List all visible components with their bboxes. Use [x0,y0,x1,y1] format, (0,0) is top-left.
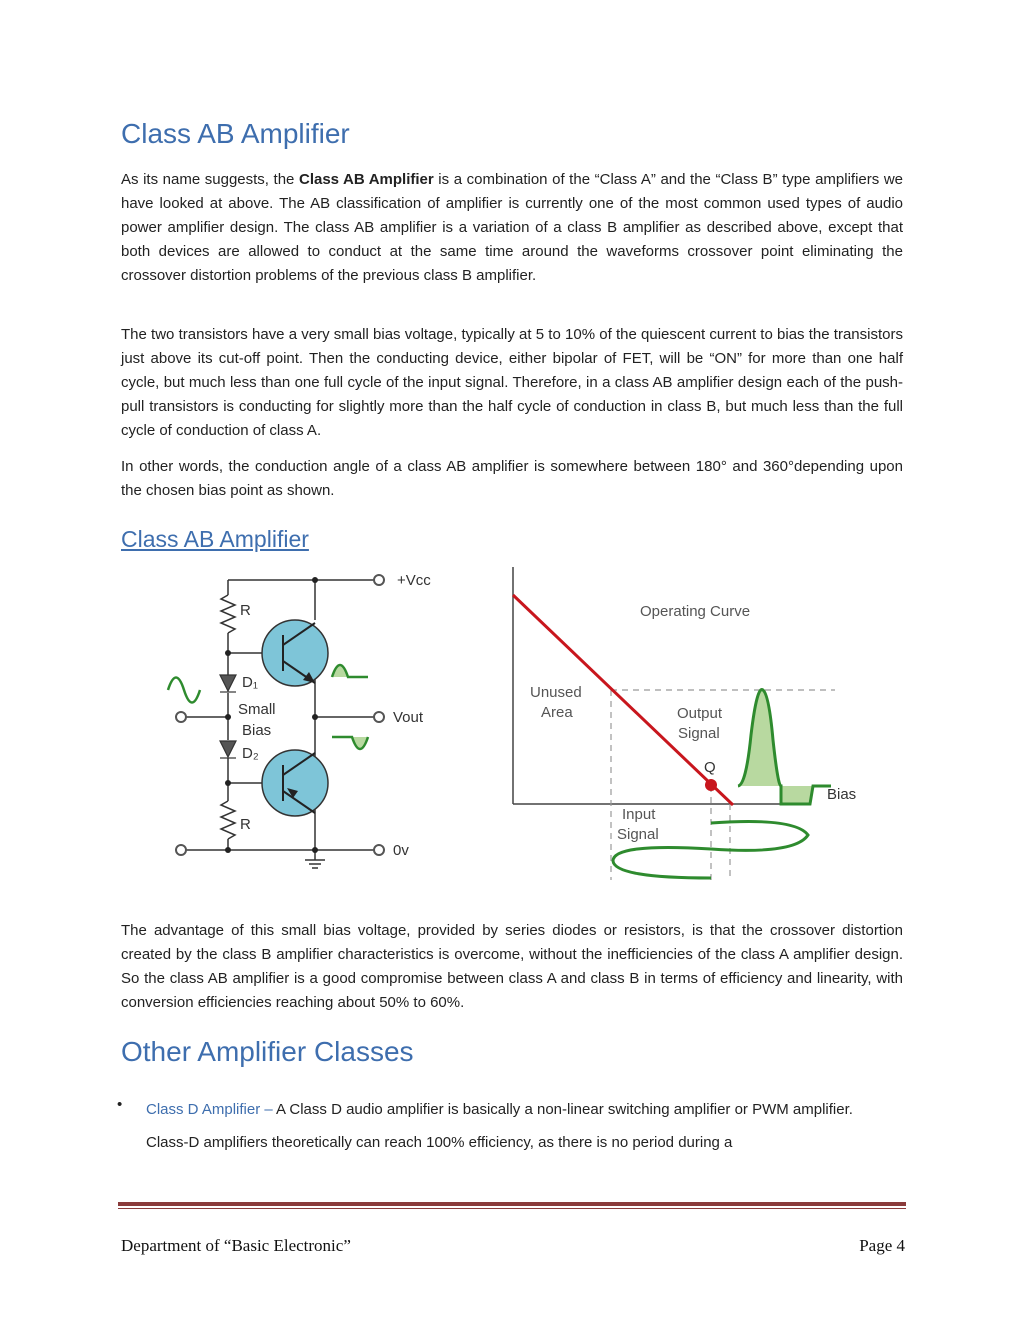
label-input-signal: Signal [617,826,659,843]
label-vout: Vout [393,709,424,726]
class-d-link[interactable]: Class D Amplifier – [146,1101,277,1118]
label-output-signal: Signal [678,725,720,742]
pnp-transistor [262,750,328,816]
label-bias: Bias [827,786,857,803]
npn-transistor [262,620,328,686]
label-small: Small [238,701,276,718]
label-r-bottom: R [240,816,251,833]
intro-bold-term: Class AB Amplifier [298,171,434,188]
list-item-class-d [146,1093,888,1159]
figure-title-link[interactable]: Class AB Amplifier [121,526,309,552]
footer-page-number: Page 4 [859,1236,905,1255]
footer-department: Department of “Basic Electronic” [121,1236,351,1255]
label-input: Input [622,806,656,823]
paragraph-bias: The two transistors have a very small bias voltage, typically at 5 to 10% of the quiescent current to bias the transistors just above its cut-off point. Then the conducting device, either bipolar of FET, will be “ON” for more than one half cycle, but much less than one full cycle of the input signal. Therefore, in a class AB amplifier design each of the push-pull transistors is conducting for slightly more than the half cycle of conduction in class B, but much less than the full cycle of conduction of class A. [121,326,903,439]
label-d2: D₂ [242,745,259,762]
paragraph-advantage: The advantage of this small bias voltage, provided by series diodes or resistors, is that the crossover distortion created by the class B amplifier characteristics is overcome, without the inefficiencies of the class A amplifier design. So the class AB amplifier is a good compromise between class A and class B in terms of efficiency and linearity, with conversion efficiencies reaching about 50% to 60%. [121,922,903,1011]
label-unused: Unused [530,684,582,701]
label-bias: Bias [242,722,272,739]
label-0v: 0v [393,842,409,859]
intro-text-post: is a combination of the “Class A” and the “Class B” type amplifiers we have looked at above. The AB classification of amplifier is currently one of the most common used types of audio power amplifier design. The class AB amplifier is a variation of a class B amplifier as described above, except that both devices are allowed to conduct at the same time around the waveforms crossover point eliminating the crossover distortion problems of the previous class B amplifier. [121,171,904,284]
intro-text-pre: As its name suggests, the [121,171,299,188]
label-r-top: R [240,602,251,619]
page-title: Class AB Amplifier [121,118,350,149]
paragraph-intro [121,168,903,288]
label-q: Q [704,759,716,776]
footer-rule-thin [118,1208,906,1209]
paragraph-conduction-angle: In other words, the conduction angle of a class AB amplifier is somewhere between 180° and 360°depending upon the chosen bias point as shown. [121,458,903,499]
label-area: Area [541,704,573,721]
circuit-diagram [160,565,450,875]
operating-curve-graph [505,565,865,885]
q-point [705,779,717,791]
bullet-marker: • [117,1096,123,1113]
label-output: Output [677,705,723,722]
label-vcc: +Vcc [397,572,431,589]
label-d1: D₁ [242,674,258,691]
class-d-description: A Class D audio amplifier is basically a non-linear switching amplifier or PWM amplifier. Class-D amplifiers theoretically can reach 100% efficiency, as there is no period during a [146,1101,853,1151]
label-operating-curve: Operating Curve [640,603,751,620]
section-title-other-classes: Other Amplifier Classes [121,1036,414,1067]
footer-rule [118,1202,906,1206]
